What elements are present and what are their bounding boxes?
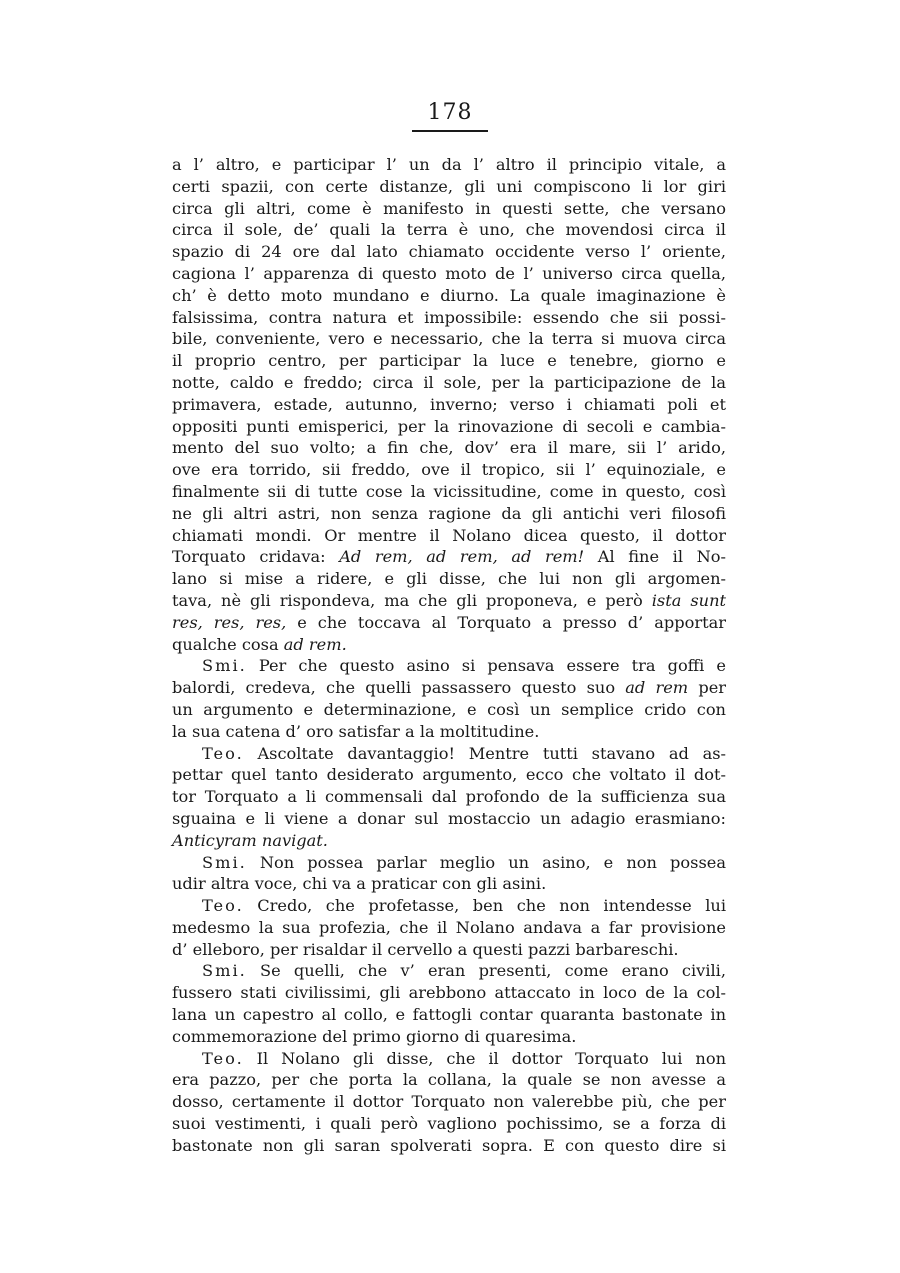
text-segment: Non possea parlar meglio un asino, e non possea: [246, 852, 726, 872]
text-segment: Il Nolano gli disse, che il dottor Torquato lui non: [243, 1048, 726, 1068]
text-line: [172, 699, 726, 721]
text-line: [172, 612, 726, 634]
text-line: [172, 590, 726, 612]
text-line: [172, 154, 726, 176]
text-line: [172, 568, 726, 590]
text-line: [172, 808, 726, 830]
text-segment: Se quelli, che v’ eran presenti, come erano civili,: [246, 961, 726, 981]
text-segment: lano si mise a ridere, e gli disse, che lui non gli argomen-: [172, 569, 726, 589]
text-segment: oppositi punti emisperici, per la rinovazione di secoli e cambia-: [172, 416, 726, 436]
text-line: [172, 830, 726, 852]
text-segment: certi spazii, con certe distanze, gli uni compiscono li lor giri: [172, 176, 726, 196]
italic-text: ad rem.: [283, 634, 347, 654]
text-segment: ove era torrido, sii freddo, ove il tropico, sii l’ equinoziale, e: [172, 460, 726, 480]
text-line: [172, 852, 726, 874]
text-line: [172, 1004, 726, 1026]
speaker-label: Teo.: [202, 1048, 244, 1068]
text-segment: chiamati mondi. Or mentre il Nolano dicea questo, il dottor: [172, 525, 726, 545]
speaker-label: Teo.: [202, 743, 244, 763]
text-line: [172, 437, 726, 459]
italic-text: ad rem: [625, 678, 689, 698]
text-line: [172, 459, 726, 481]
text-segment: cagiona l’ apparenza di questo moto de l’ universo circa quella,: [172, 263, 726, 283]
text-line: [172, 1069, 726, 1091]
speaker-label: Smi.: [202, 852, 247, 872]
text-line: [172, 1135, 726, 1157]
text-line: [172, 198, 726, 220]
text-line: [172, 481, 726, 503]
text-line: [172, 960, 726, 982]
text-line: [172, 503, 726, 525]
text-line: [172, 394, 726, 416]
text-line: [172, 917, 726, 939]
speaker-label: Teo.: [202, 896, 244, 916]
text-line: [172, 285, 726, 307]
text-line: [172, 786, 726, 808]
italic-text: Anticyram navigat.: [172, 830, 328, 850]
text-segment: ch’ è detto moto mundano e diurno. La quale imaginazione è: [172, 285, 726, 305]
text-line: [172, 372, 726, 394]
text-segment: a l’ altro, e participar l’ un da l’ altro il principio vitale, a: [172, 155, 726, 174]
text-segment: suoi vestimenti, i quali però vagliono pochissimo, se a forza di: [172, 1114, 726, 1134]
text-segment: un argumento e determinazione, e così un semplice crido con: [172, 699, 726, 719]
text-line: [172, 263, 726, 285]
text-segment: la sua catena d’ oro satisfar a la moltitudine.: [172, 721, 540, 741]
text-segment: circa il sole, de’ quali la terra è uno, che movendosi circa il: [172, 220, 726, 240]
italic-text: Ad rem, ad rem, ad rem!: [339, 547, 585, 567]
text-segment: il proprio centro, per participar la luce e tenebre, giorno e: [172, 351, 726, 371]
text-line: [172, 176, 726, 198]
page-number: 178: [427, 100, 473, 125]
text-line: [172, 546, 726, 568]
italic-text: res, res, res,: [172, 612, 287, 632]
text-line: [172, 328, 726, 350]
text-line: [172, 1048, 726, 1070]
body-text: [172, 154, 726, 1157]
text-line: [172, 416, 726, 438]
text-line: [172, 873, 726, 895]
text-line: [172, 1113, 726, 1135]
text-line: [172, 677, 726, 699]
text-segment: tava, nè gli rispondeva, ma che gli proponeva, e però: [172, 590, 652, 610]
text-segment: commemorazione del primo giorno di quaresima.: [172, 1026, 577, 1046]
text-line: [172, 1026, 726, 1048]
text-segment: udir altra voce, chi va a praticar con gli asini.: [172, 874, 547, 894]
text-line: [172, 764, 726, 786]
text-segment: Ascoltate davantaggio! Mentre tutti stavano ad as-: [243, 743, 726, 763]
text-line: [172, 241, 726, 263]
text-line: [172, 721, 726, 743]
text-line: [172, 307, 726, 329]
text-line: [172, 634, 726, 656]
text-segment: lana un capestro al collo, e fattogli contar quaranta bastonate in: [172, 1005, 726, 1025]
text-segment: tor Torquato a li commensali dal profondo de la sufficienza sua: [172, 787, 726, 807]
text-segment: dosso, certamente il dottor Torquato non valerebbe più, che per: [172, 1092, 726, 1112]
text-line: [172, 1091, 726, 1113]
text-segment: d’ elleboro, per risaldar il cervello a questi pazzi barbareschi.: [172, 939, 679, 959]
text-segment: pettar quel tanto desiderato argumento, ecco che voltato il dot-: [172, 765, 726, 785]
speaker-label: Smi.: [202, 961, 247, 981]
text-segment: Torquato cridava:: [172, 547, 340, 567]
text-line: [172, 350, 726, 372]
text-segment: qualche cosa: [172, 634, 284, 654]
text-segment: Per che questo asino si pensava essere tra goffi e: [246, 656, 726, 676]
text-segment: spazio di 24 ore dal lato chiamato occidente verso l’ oriente,: [172, 242, 726, 262]
text-segment: finalmente sii di tutte cose la vicissitudine, come in questo, così: [172, 481, 726, 501]
page-number-rule: [412, 130, 488, 132]
text-segment: sguaina e li viene a donar sul mostaccio un adagio erasmiano:: [172, 808, 726, 828]
text-segment: Al fine il No-: [584, 547, 726, 567]
text-segment: per: [688, 678, 727, 698]
text-line: [172, 525, 726, 547]
text-line: [172, 939, 726, 961]
text-segment: ne gli altri astri, non senza ragione da gli antichi veri filosofi: [172, 503, 726, 523]
text-segment: notte, caldo e freddo; circa il sole, per la participazione de la: [172, 372, 726, 392]
text-line: [172, 982, 726, 1004]
text-line: [172, 895, 726, 917]
italic-text: ista sunt: [651, 590, 726, 610]
text-segment: e che toccava al Torquato a presso d’ apportar: [286, 612, 726, 632]
text-line: [172, 219, 726, 241]
text-segment: bastonate non gli saran spolverati sopra. E con questo dire si: [172, 1135, 726, 1155]
text-segment: mento del suo volto; a fin che, dov’ era il mare, sii l’ arido,: [172, 438, 726, 458]
text-line: [172, 743, 726, 765]
text-segment: bile, conveniente, vero e necessario, che la terra si muova circa: [172, 329, 726, 349]
text-segment: balordi, credeva, che quelli passassero questo suo: [172, 678, 626, 698]
text-segment: Credo, che profetasse, ben che non intendesse lui: [243, 896, 726, 916]
speaker-label: Smi.: [202, 656, 247, 676]
text-line: [172, 655, 726, 677]
text-segment: medesmo la sua profezia, che il Nolano andava a far provisione: [172, 917, 726, 937]
text-segment: era pazzo, per che porta la collana, la quale se non avesse a: [172, 1070, 726, 1090]
text-segment: fussero stati civilissimi, gli arebbono attaccato in loco de la col-: [172, 983, 726, 1003]
text-segment: circa gli altri, come è manifesto in questi sette, che versano: [172, 198, 726, 218]
text-segment: falsissima, contra natura et impossibile: essendo che sii possi-: [172, 307, 726, 327]
text-segment: primavera, estade, autunno, inverno; verso i chiamati poli et: [172, 394, 726, 414]
